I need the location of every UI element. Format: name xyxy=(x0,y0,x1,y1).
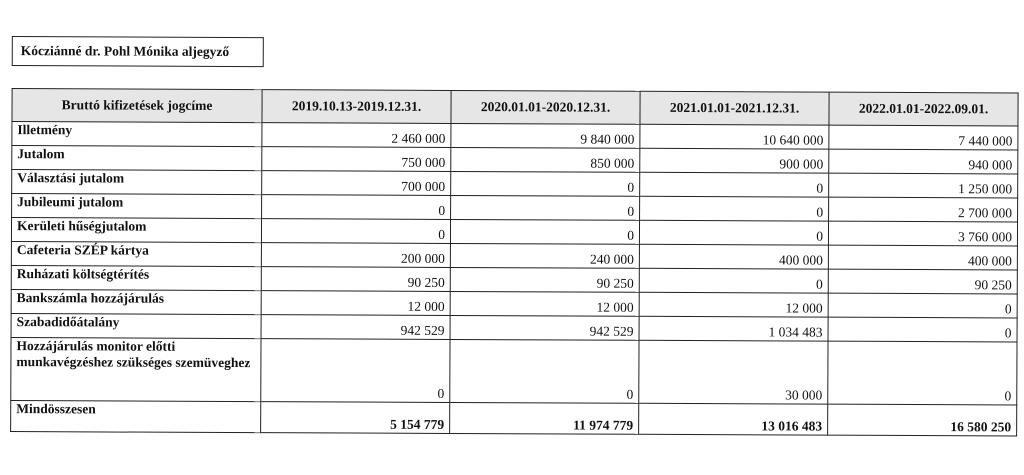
cell-value: 12 000 xyxy=(261,291,450,316)
cell-value: 90 250 xyxy=(828,269,1017,294)
row-label: Bankszámla hozzájárulás xyxy=(11,290,261,315)
person-name: Kócziánné dr. Pohl Mónika aljegyző xyxy=(12,36,264,67)
cell-value: 0 xyxy=(261,339,450,403)
table-header-row xyxy=(12,89,1018,126)
row-label: Hozzájárulás monitor előtti munkavégzéshez szükséges szemüveghez xyxy=(11,338,261,402)
row-label: Kerületi hűségjutalom xyxy=(11,218,261,243)
cell-value: 200 000 xyxy=(261,243,450,268)
header-period-2021: 2021.01.01-2021.12.31. xyxy=(640,91,829,125)
cell-value: 0 xyxy=(639,268,828,293)
cell-value: 12 000 xyxy=(639,292,828,317)
cell-value: 10 640 000 xyxy=(640,124,829,149)
total-value: 13 016 483 xyxy=(639,403,828,435)
cell-value: 0 xyxy=(261,219,450,244)
row-label: Szabadidőátalány xyxy=(11,314,261,339)
row-label: Jubileumi jutalom xyxy=(12,194,262,219)
table-row xyxy=(11,338,1017,405)
cell-value: 0 xyxy=(828,293,1017,318)
payments-table xyxy=(10,88,1018,436)
header-period-2022: 2022.01.01-2022.09.01. xyxy=(829,92,1018,126)
cell-value: 940 000 xyxy=(829,149,1018,174)
cell-value: 0 xyxy=(639,220,828,245)
cell-value: 750 000 xyxy=(262,147,451,172)
cell-value: 12 000 xyxy=(450,291,639,316)
header-period-2020: 2020.01.01-2020.12.31. xyxy=(451,90,640,124)
total-value: 11 974 779 xyxy=(450,402,639,434)
total-value: 5 154 779 xyxy=(261,402,450,434)
cell-value: 0 xyxy=(640,172,829,197)
row-label: Illetmény xyxy=(12,122,262,147)
cell-value: 400 000 xyxy=(828,245,1017,270)
cell-value: 0 xyxy=(450,219,639,244)
cell-value: 0 xyxy=(828,317,1017,342)
row-label: Jutalom xyxy=(12,146,262,171)
cell-value: 2 700 000 xyxy=(829,197,1018,222)
cell-value: 900 000 xyxy=(640,148,829,173)
cell-value: 0 xyxy=(262,195,451,220)
total-value: 16 580 250 xyxy=(828,404,1017,436)
cell-value: 0 xyxy=(450,339,639,403)
row-label: Ruházati költségtérítés xyxy=(11,266,261,291)
cell-value: 0 xyxy=(828,341,1017,405)
cell-value: 942 529 xyxy=(261,315,450,340)
cell-value: 942 529 xyxy=(450,315,639,340)
cell-value: 0 xyxy=(451,195,640,220)
cell-value: 0 xyxy=(640,196,829,221)
cell-value: 9 840 000 xyxy=(451,123,640,148)
cell-value: 90 250 xyxy=(261,267,450,292)
header-period-2019: 2019.10.13-2019.12.31. xyxy=(262,90,451,124)
row-label: Cafeteria SZÉP kártya xyxy=(11,242,261,267)
cell-value: 0 xyxy=(451,171,640,196)
cell-value: 1 250 000 xyxy=(829,173,1018,198)
cell-value: 3 760 000 xyxy=(828,221,1017,246)
cell-value: 1 034 483 xyxy=(639,316,828,341)
cell-value: 2 460 000 xyxy=(262,123,451,148)
cell-value: 90 250 xyxy=(450,267,639,292)
cell-value: 400 000 xyxy=(639,244,828,269)
cell-value: 30 000 xyxy=(639,340,828,404)
total-row xyxy=(11,401,1017,436)
cell-value: 7 440 000 xyxy=(829,125,1018,150)
cell-value: 240 000 xyxy=(450,243,639,268)
cell-value: 850 000 xyxy=(451,147,640,172)
cell-value: 700 000 xyxy=(262,171,451,196)
total-label: Mindösszesen xyxy=(11,401,261,433)
row-label: Választási jutalom xyxy=(12,170,262,195)
header-title: Bruttó kifizetések jogcíme xyxy=(12,89,262,123)
